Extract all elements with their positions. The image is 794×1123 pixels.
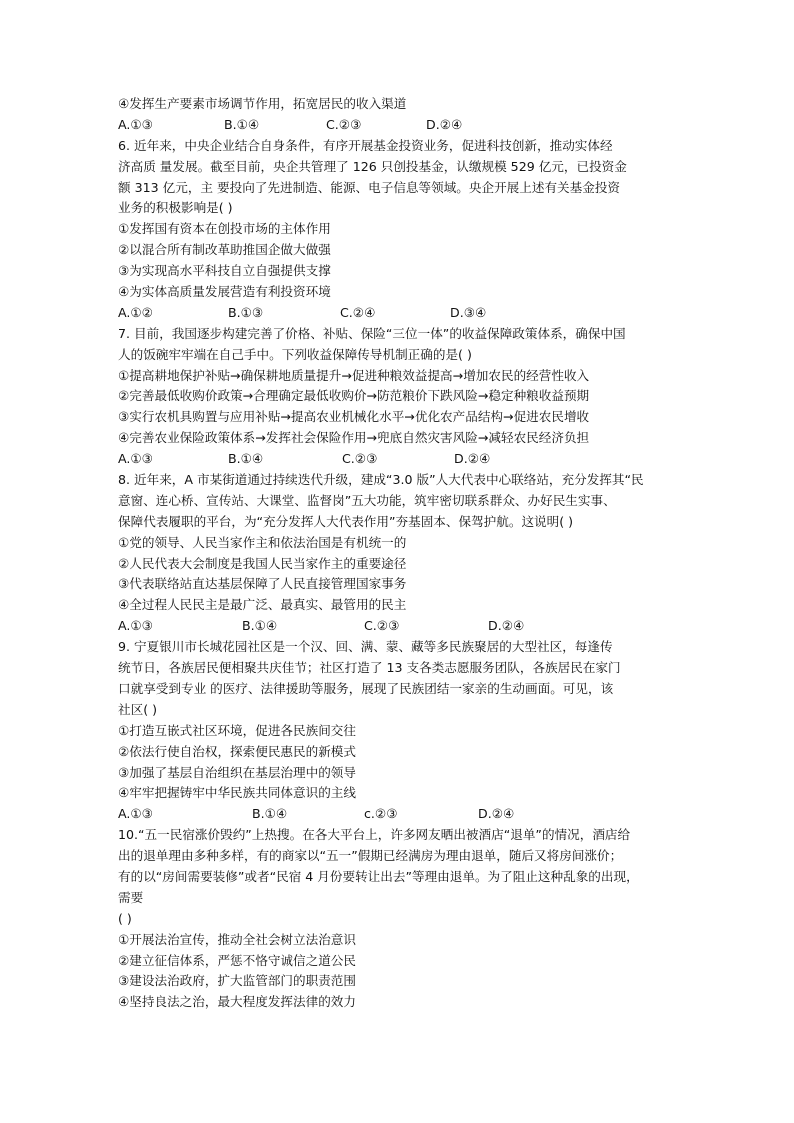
q9-stem-line: 9. 宁夏银川市长城花园社区是一个汉、回、满、蒙、藏等多民族聚居的大型社区，每逢传 — [118, 639, 613, 655]
q10-stem-line: 出的退单理由多种多样，有的商家以“五一”假期已经满房为理由退单，随后又将房间涨价； — [118, 848, 623, 864]
q6-answer-b: B.①③ — [228, 304, 264, 320]
q7-stem-line: 人的饭碗牢牢端在自己手中。下列收益保障传导机制正确的是( ) — [118, 346, 472, 362]
q6-answer-a: A.①② — [118, 304, 153, 320]
q10-option-2: ②建立征信体系，严惩不恪守诚信之道公民 — [118, 952, 356, 968]
q7-answer-row — [118, 449, 686, 470]
q9-answer-d: D.②④ — [478, 806, 515, 822]
q6-stem-line: 业务的积极影响是( ) — [118, 200, 233, 216]
q10-stem-line: ( ) — [118, 910, 132, 926]
q7-answer-c: C.②③ — [342, 451, 378, 467]
q8-answer-a: A.①③ — [118, 618, 153, 634]
q9-stem-line: 统节日，各族居民便相聚共庆佳节；社区打造了 13 支各类志愿服务团队，各族居民在家门 — [118, 660, 621, 676]
q5-answer-a: A.①③ — [118, 116, 153, 132]
q9-answer-row — [118, 804, 686, 825]
q7-option-4: ④完善农业保险政策体系→发挥社会保险作用→兜底自然灾害风险→减轻农民经济负担 — [118, 430, 590, 446]
exam-page — [118, 94, 686, 1013]
q6-stem-line: 额 313 亿元，主 要投向了先进制造、能源、电子信息等领域。央企开展上述有关基金投资 — [118, 179, 621, 195]
q7-option-1: ①提高耕地保护补贴→确保耕地质量提升→促进种粮效益提高→增加农民的经营性收入 — [118, 367, 590, 383]
q6-stem-line: 济高质 量发展。截至目前，央企共管理了 126 只创投基金，认缴规模 529 亿元，已投资金 — [118, 158, 627, 174]
q7-option-2: ②完善最低收购价政策→合理确定最低收购价→防范粮价下跌风险→稳定种粮收益预期 — [118, 388, 590, 404]
q5-answer-row — [118, 115, 686, 136]
q8-stem-line: 意窗、连心桥、宣传站、大课堂、监督岗”五大功能，筑牢密切联系群众、办好民生实事、 — [118, 492, 616, 508]
q5-answer-c: C.②③ — [326, 116, 362, 132]
q6-option-4: ④为实体高质量发展营造有利投资环境 — [118, 284, 331, 300]
q8-option-2: ②人民代表大会制度是我国人民当家作主的重要途径 — [118, 555, 407, 571]
q9-answer-c: c.②③ — [364, 806, 398, 822]
q5-answer-b: B.①④ — [224, 116, 260, 132]
q10-stem-line: 需要 — [118, 889, 144, 905]
q6-option-1: ①发挥国有资本在创投市场的主体作用 — [118, 221, 331, 237]
q8-option-4: ④全过程人民民主是最广泛、最真实、最管用的民主 — [118, 597, 407, 613]
q6-answer-row — [118, 303, 686, 324]
q9-stem-line: 口就享受到专业 的医疗、法律援助等服务，展现了民族团结一家亲的生动画面。可见，该 — [118, 680, 614, 696]
q8-answer-c: C.②③ — [364, 618, 400, 634]
q9-option-3: ③加强了基层自治组织在基层治理中的领导 — [118, 764, 356, 780]
q6-stem-line: 6. 近年来，中央企业结合自身条件，有序开展基金投资业务，促进科技创新，推动实体经 — [118, 137, 613, 153]
q9-option-2: ②依法行使自治权，探索便民惠民的新模式 — [118, 743, 356, 759]
q5-option-4: ④发挥生产要素市场调节作用，拓宽居民的收入渠道 — [118, 96, 407, 111]
q8-option-1: ①党的领导、人民当家作主和依法治国是有机统一的 — [118, 534, 407, 550]
q9-option-4: ④牢牢把握铸牢中华民族共同体意识的主线 — [118, 785, 356, 801]
q8-answer-d: D.②④ — [488, 618, 525, 634]
q7-answer-a: A.①③ — [118, 451, 153, 467]
q5-answer-d: D.②④ — [426, 116, 463, 132]
q8-answer-b: B.①④ — [242, 618, 278, 634]
q10-option-3: ③建设法治政府，扩大监管部门的职责范围 — [118, 973, 356, 989]
q9-answer-b: B.①④ — [252, 806, 288, 822]
q10-option-1: ①开展法治宣传，推动全社会树立法治意识 — [118, 931, 356, 947]
q10-stem-line: 10.“五一民宿涨价毁约”上热搜。在各大平台上，许多网友晒出被酒店“退单”的情况，酒店给 — [118, 827, 631, 843]
q6-option-2: ②以混合所有制改革助推国企做大做强 — [118, 242, 331, 258]
q6-answer-d: D.③④ — [450, 304, 487, 320]
q10-option-4: ④坚持良法之治，最大程度发挥法律的效力 — [118, 994, 356, 1010]
q6-option-3: ③为实现高水平科技自立自强提供支撑 — [118, 263, 331, 279]
q7-stem-line: 7. 目前，我国逐步构建完善了价格、补贴、保险“三位一体”的收益保障政策体系，确保中国 — [118, 325, 626, 341]
q9-stem-line: 社区( ) — [118, 701, 158, 717]
q7-answer-b: B.①④ — [228, 451, 264, 467]
q10-stem-line: 有的以“房间需要装修”或者“民宿 4 月份要转让出去”等理由退单。为了阻止这种乱象的出现， — [118, 868, 639, 884]
q9-option-1: ①打造互嵌式社区环境，促进各民族间交往 — [118, 722, 356, 738]
q8-option-3: ③代表联络站直达基层保障了人民直接管理国家事务 — [118, 576, 407, 592]
q6-answer-c: C.②④ — [340, 304, 376, 320]
q8-stem-line: 保障代表履职的平台，为“充分发挥人大代表作用”夯基固本、保驾护航。这说明( ) — [118, 513, 574, 529]
q8-stem-line: 8. 近年来，A 市某街道通过持续迭代升级，建成“3.0 版”人大代表中心联络站，充分发挥其“民 — [118, 472, 644, 488]
q7-option-3: ③实行农机具购置与应用补贴→提高农业机械化水平→优化农产品结构→促进农民增收 — [118, 409, 590, 425]
q7-answer-d: D.②④ — [454, 451, 491, 467]
q8-answer-row — [118, 616, 686, 637]
q9-answer-a: A.①③ — [118, 806, 153, 822]
